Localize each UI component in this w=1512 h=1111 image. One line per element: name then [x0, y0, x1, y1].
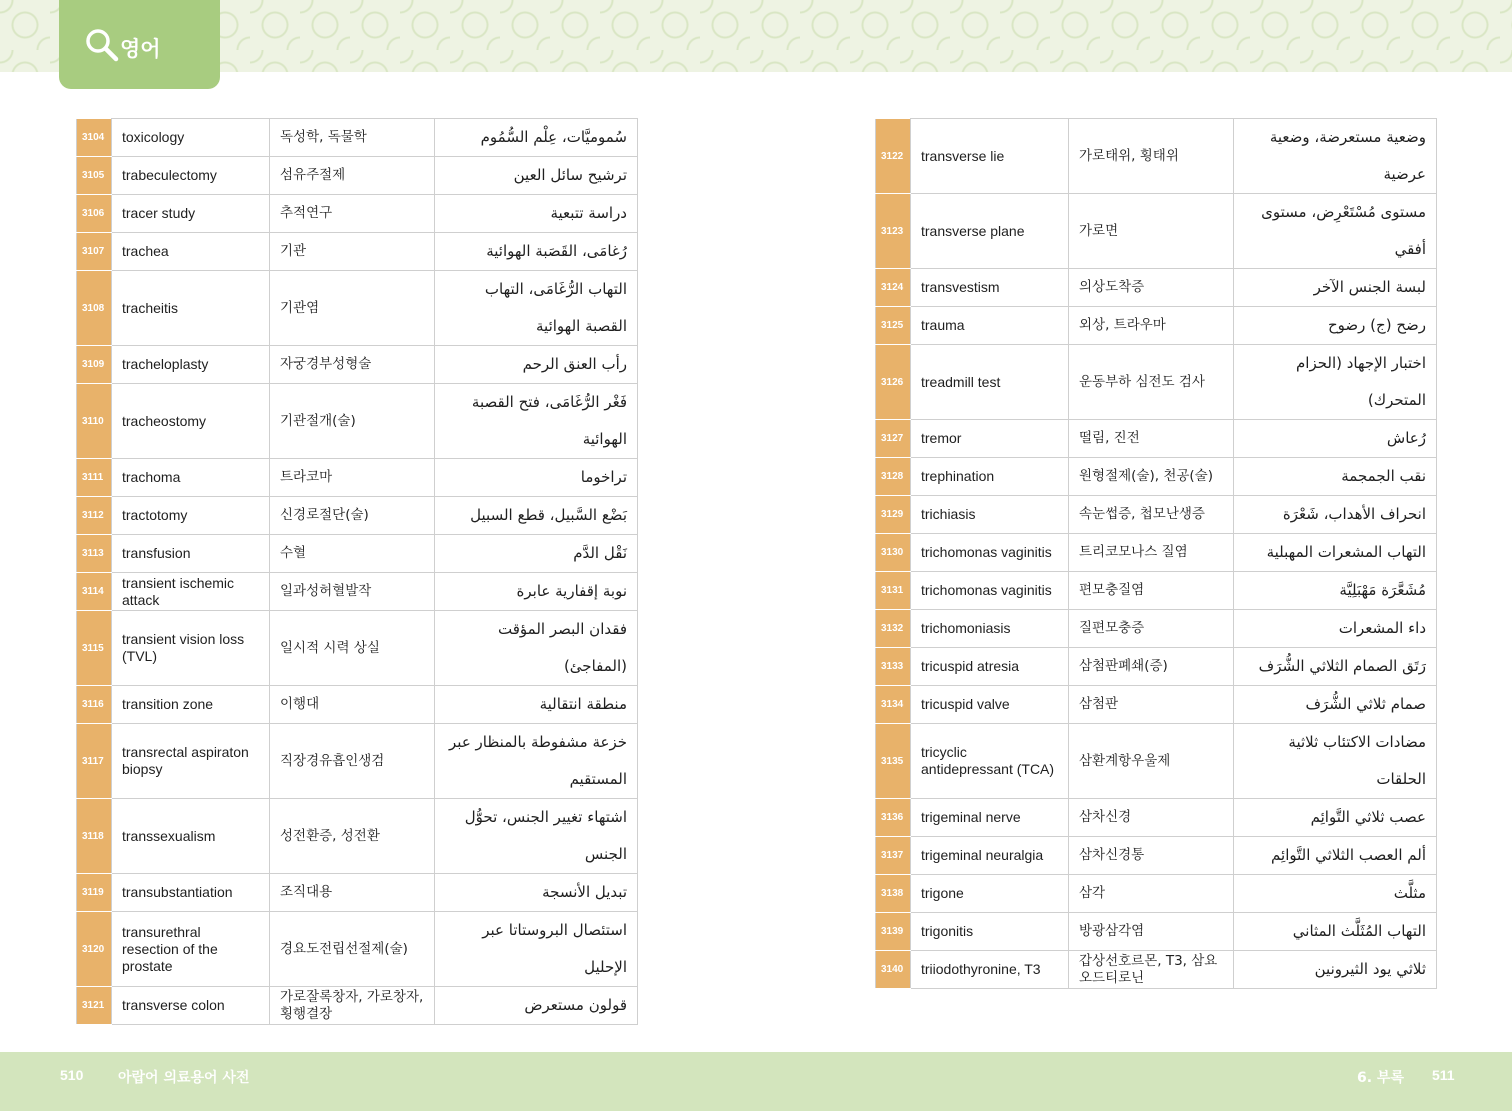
english-term: trigeminal neuralgia: [911, 837, 1069, 875]
arabic-term: فَغْر الرُّغَامَى، فتح القصبة الهوائية: [435, 384, 638, 459]
entry-number: 3120: [77, 912, 112, 987]
entry-number: 3109: [77, 346, 112, 384]
entry-number: 3128: [876, 458, 911, 496]
right-page-number: 511: [1432, 1067, 1455, 1083]
korean-term: 삼각: [1069, 875, 1234, 913]
entry-number: 3137: [876, 837, 911, 875]
korean-term: 떨림, 진전: [1069, 420, 1234, 458]
korean-term: 일과성허혈발작: [270, 573, 435, 611]
entry-number: 3132: [876, 610, 911, 648]
entry-number: 3106: [77, 195, 112, 233]
page-footer: [0, 1052, 1512, 1111]
arabic-term: مستوى مُسْتَعْرِض، مستوى أفقي: [1234, 194, 1437, 269]
table-row: [876, 913, 1437, 951]
entry-number: 3127: [876, 420, 911, 458]
table-row: [77, 233, 638, 271]
table-row: [876, 724, 1437, 799]
korean-term: 의상도착증: [1069, 269, 1234, 307]
english-term: trichomonas vaginitis: [911, 572, 1069, 610]
arabic-term: تبديل الأنسجة: [435, 874, 638, 912]
korean-term: 일시적 시력 상실: [270, 611, 435, 686]
english-term: trephination: [911, 458, 1069, 496]
table-row: [77, 799, 638, 874]
arabic-term: اشتهاء تغيير الجنس، تحوُّل الجنس: [435, 799, 638, 874]
korean-term: 삼차신경통: [1069, 837, 1234, 875]
arabic-term: رُعاش: [1234, 420, 1437, 458]
korean-term: 운동부하 심전도 검사: [1069, 345, 1234, 420]
english-term: transient vision loss (TVL): [112, 611, 270, 686]
arabic-term: نَقْل الدَّم: [435, 535, 638, 573]
entry-number: 3129: [876, 496, 911, 534]
arabic-term: سُموميَّات، عِلْم السُّمُوم: [435, 119, 638, 157]
table-row: [77, 611, 638, 686]
table-row: [77, 987, 638, 1025]
arabic-term: ألم العصب الثلاثي التَّوائِم: [1234, 837, 1437, 875]
table-row: [876, 686, 1437, 724]
entry-number: 3108: [77, 271, 112, 346]
english-term: tracheloplasty: [112, 346, 270, 384]
english-term: transverse colon: [112, 987, 270, 1025]
english-term: transition zone: [112, 686, 270, 724]
entry-number: 3139: [876, 913, 911, 951]
table-row: [876, 420, 1437, 458]
korean-term: 기관염: [270, 271, 435, 346]
english-term: tricyclic antidepressant (TCA): [911, 724, 1069, 799]
arabic-term: اختبار الإجهاد (الحزام المتحرك): [1234, 345, 1437, 420]
korean-term: 신경로절단(술): [270, 497, 435, 535]
korean-term: 수혈: [270, 535, 435, 573]
arabic-term: رُغامَى، القَصَبة الهوائية: [435, 233, 638, 271]
english-term: treadmill test: [911, 345, 1069, 420]
glossary-table-right: [875, 118, 1437, 989]
table-row: [77, 195, 638, 233]
arabic-term: ثلاثي يود الثيرونين: [1234, 951, 1437, 989]
korean-term: 가로면: [1069, 194, 1234, 269]
table-row: [77, 459, 638, 497]
entry-number: 3140: [876, 951, 911, 989]
korean-term: 직장경유흡인생검: [270, 724, 435, 799]
table-row: [876, 534, 1437, 572]
english-term: transubstantiation: [112, 874, 270, 912]
arabic-term: داء المشعرات: [1234, 610, 1437, 648]
entry-number: 3112: [77, 497, 112, 535]
korean-term: 질편모충증: [1069, 610, 1234, 648]
table-row: [77, 535, 638, 573]
entry-number: 3113: [77, 535, 112, 573]
korean-term: 삼차신경: [1069, 799, 1234, 837]
table-row: [876, 345, 1437, 420]
arabic-term: رأب العنق الرحم: [435, 346, 638, 384]
english-term: transvestism: [911, 269, 1069, 307]
arabic-term: استئصال البروستاتا عبر الإحليل: [435, 912, 638, 987]
arabic-term: التهاب المشعرات المهبلية: [1234, 534, 1437, 572]
arabic-term: صمام ثلاثي الشُّرَف: [1234, 686, 1437, 724]
table-row: [876, 875, 1437, 913]
table-row: [77, 912, 638, 987]
korean-term: 이행대: [270, 686, 435, 724]
english-term: trigeminal nerve: [911, 799, 1069, 837]
korean-term: 삼환계항우울제: [1069, 724, 1234, 799]
arabic-term: دراسة تتبعية: [435, 195, 638, 233]
entry-number: 3115: [77, 611, 112, 686]
table-row: [876, 648, 1437, 686]
table-row: [876, 119, 1437, 194]
english-term: tricuspid atresia: [911, 648, 1069, 686]
section-tab-label: 영어: [120, 36, 161, 61]
table-row: [77, 686, 638, 724]
entry-number: 3110: [77, 384, 112, 459]
arabic-term: مُشَعَّرَة مَهْبَلِيَّة: [1234, 572, 1437, 610]
korean-term: 추적연구: [270, 195, 435, 233]
korean-term: 트리코모나스 질염: [1069, 534, 1234, 572]
korean-term: 독성학, 독물학: [270, 119, 435, 157]
english-term: transverse plane: [911, 194, 1069, 269]
arabic-term: تراخوما: [435, 459, 638, 497]
korean-term: 경요도전립선절제(술): [270, 912, 435, 987]
entry-number: 3104: [77, 119, 112, 157]
table-row: [876, 269, 1437, 307]
arabic-term: انحراف الأهداب، شَعْرَة: [1234, 496, 1437, 534]
english-term: transfusion: [112, 535, 270, 573]
entry-number: 3118: [77, 799, 112, 874]
korean-term: 트라코마: [270, 459, 435, 497]
entry-number: 3124: [876, 269, 911, 307]
arabic-term: فقدان البصر المؤقت (المفاجئ): [435, 611, 638, 686]
table-row: [876, 496, 1437, 534]
arabic-term: خزعة مشفوطة بالمنظار عبر المستقيم: [435, 724, 638, 799]
entry-number: 3125: [876, 307, 911, 345]
entry-number: 3123: [876, 194, 911, 269]
korean-term: 자궁경부성형술: [270, 346, 435, 384]
english-term: trachoma: [112, 459, 270, 497]
table-row: [77, 497, 638, 535]
table-row: [77, 724, 638, 799]
korean-term: 외상, 트라우마: [1069, 307, 1234, 345]
glossary-table-left: [76, 118, 638, 1025]
section-name: 6. 부록: [1357, 1070, 1404, 1086]
book-title: 아랍어 의료용어 사전: [118, 1070, 250, 1086]
table-row: [876, 194, 1437, 269]
arabic-term: بَضْع السَّبيل، قطع السبيل: [435, 497, 638, 535]
arabic-term: نقب الجمجمة: [1234, 458, 1437, 496]
table-row: [77, 271, 638, 346]
arabic-term: نوبة إقفارية عابرة: [435, 573, 638, 611]
entry-number: 3126: [876, 345, 911, 420]
arabic-term: عصب ثلاثي التَّوائِم: [1234, 799, 1437, 837]
korean-term: 가로태위, 횡태위: [1069, 119, 1234, 194]
korean-term: 갑상선호르몬, T3, 삼요오드티로닌: [1069, 951, 1234, 989]
table-row: [876, 837, 1437, 875]
english-term: transurethral resection of the prostate: [112, 912, 270, 987]
english-term: transient ischemic attack: [112, 573, 270, 611]
entry-number: 3130: [876, 534, 911, 572]
table-row: [876, 307, 1437, 345]
english-term: trichomoniasis: [911, 610, 1069, 648]
arabic-term: مضادات الاكتئاب ثلاثية الحلقات: [1234, 724, 1437, 799]
entry-number: 3122: [876, 119, 911, 194]
korean-term: 가로잘록창자, 가로창자, 횡행결장: [270, 987, 435, 1025]
arabic-term: رَتَق الصمام الثلاثي الشُّرَف: [1234, 648, 1437, 686]
arabic-term: قولون مستعرض: [435, 987, 638, 1025]
decorative-pattern-band: [0, 0, 1512, 72]
korean-term: 기관: [270, 233, 435, 271]
section-tab[interactable]: [59, 0, 220, 89]
arabic-term: رضح (ج) رضوح: [1234, 307, 1437, 345]
korean-term: 원형절제(술), 천공(술): [1069, 458, 1234, 496]
arabic-term: مثلَّث: [1234, 875, 1437, 913]
table-row: [77, 874, 638, 912]
table-row: [876, 458, 1437, 496]
table-row: [77, 119, 638, 157]
table-row: [876, 799, 1437, 837]
entry-number: 3105: [77, 157, 112, 195]
entry-number: 3133: [876, 648, 911, 686]
arabic-term: ترشيح سائل العين: [435, 157, 638, 195]
english-term: trauma: [911, 307, 1069, 345]
entry-number: 3107: [77, 233, 112, 271]
entry-number: 3134: [876, 686, 911, 724]
english-term: trichiasis: [911, 496, 1069, 534]
english-term: trigone: [911, 875, 1069, 913]
english-term: transrectal aspiraton biopsy: [112, 724, 270, 799]
entry-number: 3117: [77, 724, 112, 799]
entry-number: 3114: [77, 573, 112, 611]
english-term: tracer study: [112, 195, 270, 233]
korean-term: 삼첨판: [1069, 686, 1234, 724]
english-term: tremor: [911, 420, 1069, 458]
english-term: tracheostomy: [112, 384, 270, 459]
table-row: [876, 610, 1437, 648]
english-term: trigonitis: [911, 913, 1069, 951]
entry-number: 3116: [77, 686, 112, 724]
english-term: triiodothyronine, T3: [911, 951, 1069, 989]
korean-term: 섬유주절제: [270, 157, 435, 195]
korean-term: 삼첨판폐쇄(증): [1069, 648, 1234, 686]
english-term: tracheitis: [112, 271, 270, 346]
left-page-number: 510: [60, 1067, 84, 1083]
korean-term: 기관절개(술): [270, 384, 435, 459]
search-icon: [85, 28, 119, 62]
entry-number: 3136: [876, 799, 911, 837]
entry-number: 3111: [77, 459, 112, 497]
table-row: [77, 157, 638, 195]
english-term: toxicology: [112, 119, 270, 157]
entry-number: 3135: [876, 724, 911, 799]
english-term: trabeculectomy: [112, 157, 270, 195]
korean-term: 방광삼각염: [1069, 913, 1234, 951]
entry-number: 3121: [77, 987, 112, 1025]
arabic-term: التهاب الرُّغَامَى، التهاب القصبة الهوائية: [435, 271, 638, 346]
english-term: tricuspid valve: [911, 686, 1069, 724]
english-term: tractotomy: [112, 497, 270, 535]
english-term: trichomonas vaginitis: [911, 534, 1069, 572]
table-row: [77, 346, 638, 384]
table-row: [876, 572, 1437, 610]
english-term: transverse lie: [911, 119, 1069, 194]
arabic-term: منطقة انتقالية: [435, 686, 638, 724]
entry-number: 3131: [876, 572, 911, 610]
table-row: [77, 384, 638, 459]
arabic-term: التهاب المُثَلَّث المثاني: [1234, 913, 1437, 951]
english-term: transsexualism: [112, 799, 270, 874]
korean-term: 편모충질염: [1069, 572, 1234, 610]
table-row: [876, 951, 1437, 989]
korean-term: 성전환증, 성전환: [270, 799, 435, 874]
entry-number: 3138: [876, 875, 911, 913]
korean-term: 속눈썹증, 첩모난생증: [1069, 496, 1234, 534]
arabic-term: لبسة الجنس الآخر: [1234, 269, 1437, 307]
english-term: trachea: [112, 233, 270, 271]
entry-number: 3119: [77, 874, 112, 912]
table-row: [77, 573, 638, 611]
korean-term: 조직대용: [270, 874, 435, 912]
arabic-term: وضعية مستعرضة، وضعية عرضية: [1234, 119, 1437, 194]
